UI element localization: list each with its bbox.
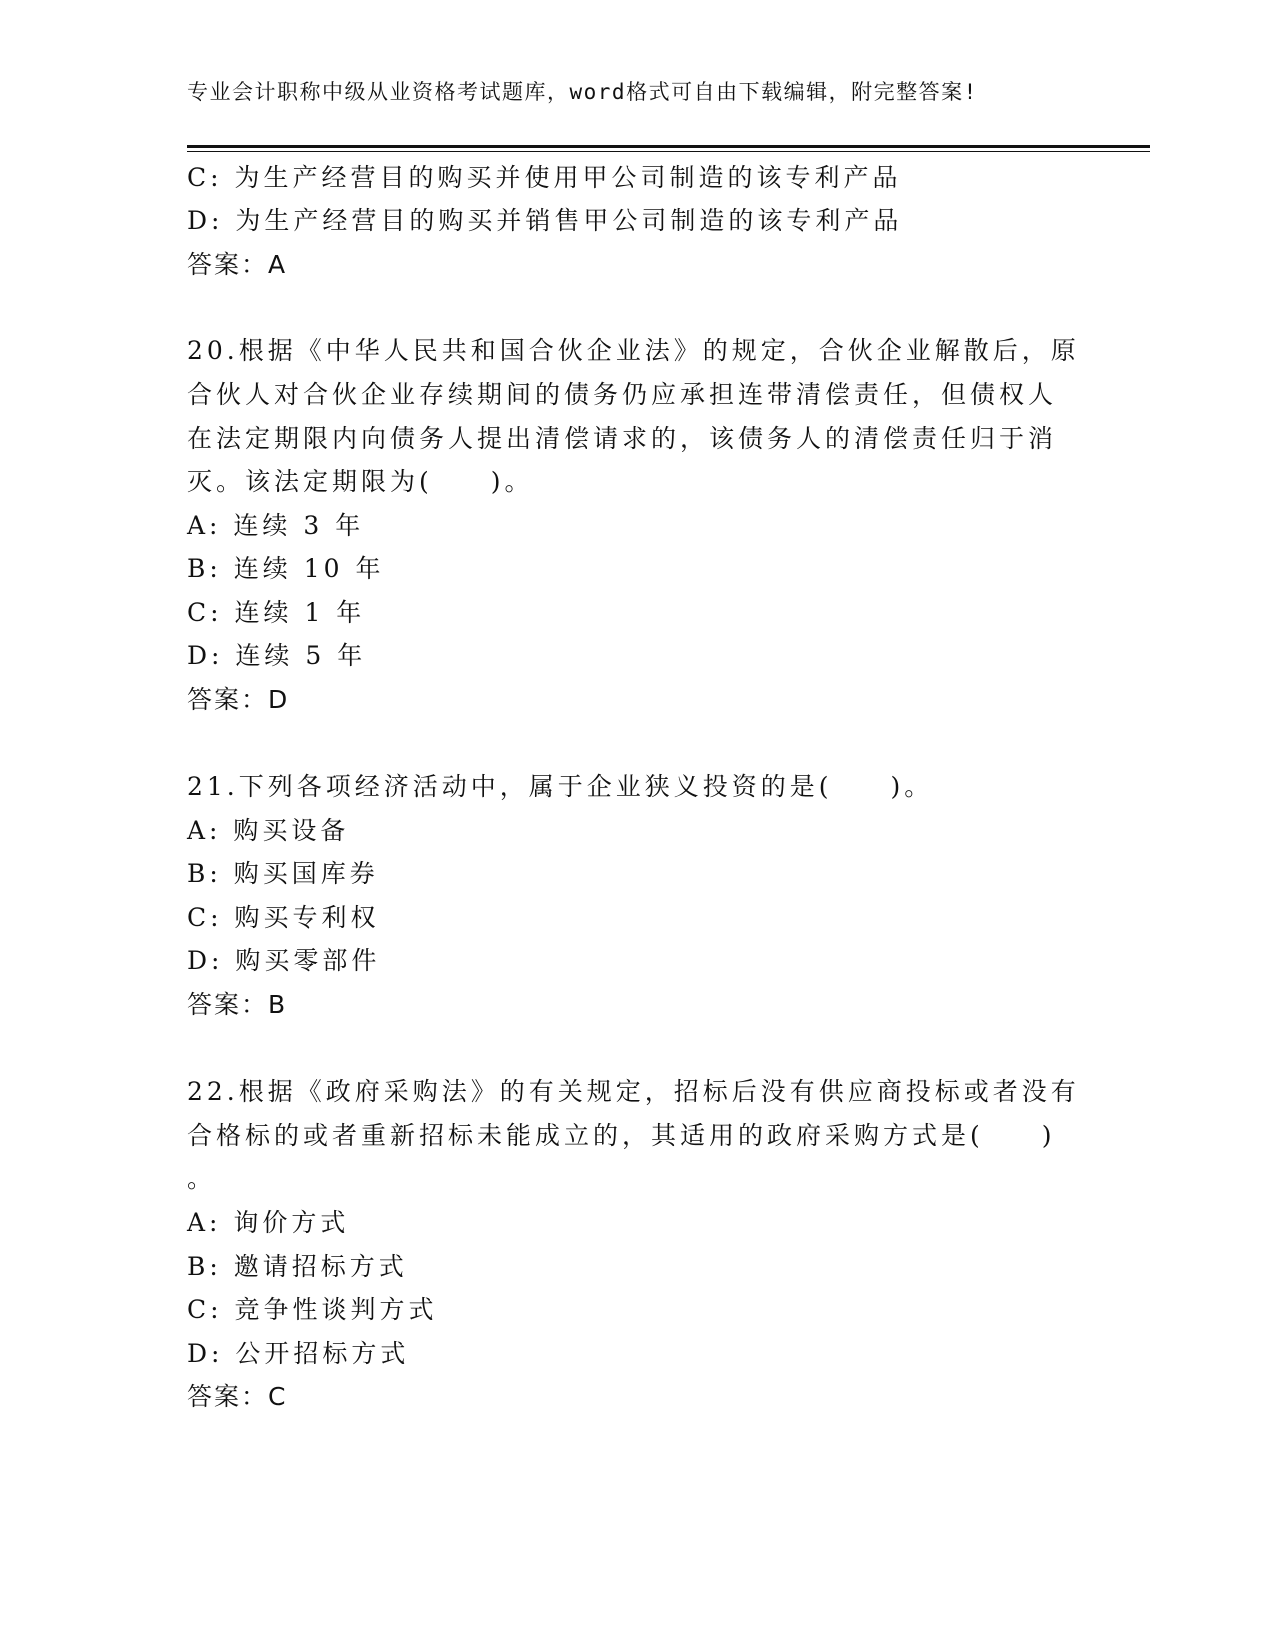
option-d: D: 连续 5 年 xyxy=(187,641,367,670)
option-d: D: 公开招标方式 xyxy=(187,1339,410,1368)
question-text-line: 在法定期限内向债务人提出清偿请求的，该债务人的清偿责任归于消 xyxy=(187,424,1058,453)
header-rule-thin xyxy=(187,151,1150,152)
answer-line: 答案：C xyxy=(187,1382,288,1411)
option-b: B: 连续 10 年 xyxy=(187,554,385,583)
question-text-line: 合伙人对合伙企业存续期间的债务仍应承担连带清偿责任，但债权人 xyxy=(187,380,1058,409)
option-c: C: 竞争性谈判方式 xyxy=(187,1295,438,1324)
option-a: A: 购买设备 xyxy=(187,816,350,845)
question-text-line: 20.根据《中华人民共和国合伙企业法》的规定，合伙企业解散后，原 xyxy=(187,336,1080,365)
option-b: B: 购买国库券 xyxy=(187,859,379,888)
answer-line: 答案：A xyxy=(187,250,288,279)
option-a: A: 询价方式 xyxy=(187,1208,350,1237)
option-c: C: 连续 1 年 xyxy=(187,598,366,627)
option-b: B: 邀请招标方式 xyxy=(187,1252,408,1281)
question-text-line: 21.下列各项经济活动中，属于企业狭义投资的是( )。 xyxy=(187,772,934,801)
option-c: C: 购买专利权 xyxy=(187,903,380,932)
header-title: 专业会计职称中级从业资格考试题库，word格式可自由下载编辑，附完整答案! xyxy=(187,80,978,104)
option-d: D: 购买零部件 xyxy=(187,946,381,975)
question-text-line: 灭。该法定期限为( )。 xyxy=(187,467,534,496)
option-a: A: 连续 3 年 xyxy=(187,511,365,540)
answer-line: 答案：B xyxy=(187,990,288,1019)
question-text-line: 22.根据《政府采购法》的有关规定，招标后没有供应商投标或者没有 xyxy=(187,1077,1080,1106)
question-text-line: 。 xyxy=(187,1164,217,1193)
option-c: C: 为生产经营目的购买并使用甲公司制造的该专利产品 xyxy=(187,163,902,192)
header-rule-thick xyxy=(187,145,1150,148)
answer-line: 答案：D xyxy=(187,685,290,714)
question-text-line: 合格标的或者重新招标未能成立的，其适用的政府采购方式是( ) xyxy=(187,1121,1056,1150)
option-d: D: 为生产经营目的购买并销售甲公司制造的该专利产品 xyxy=(187,206,903,235)
